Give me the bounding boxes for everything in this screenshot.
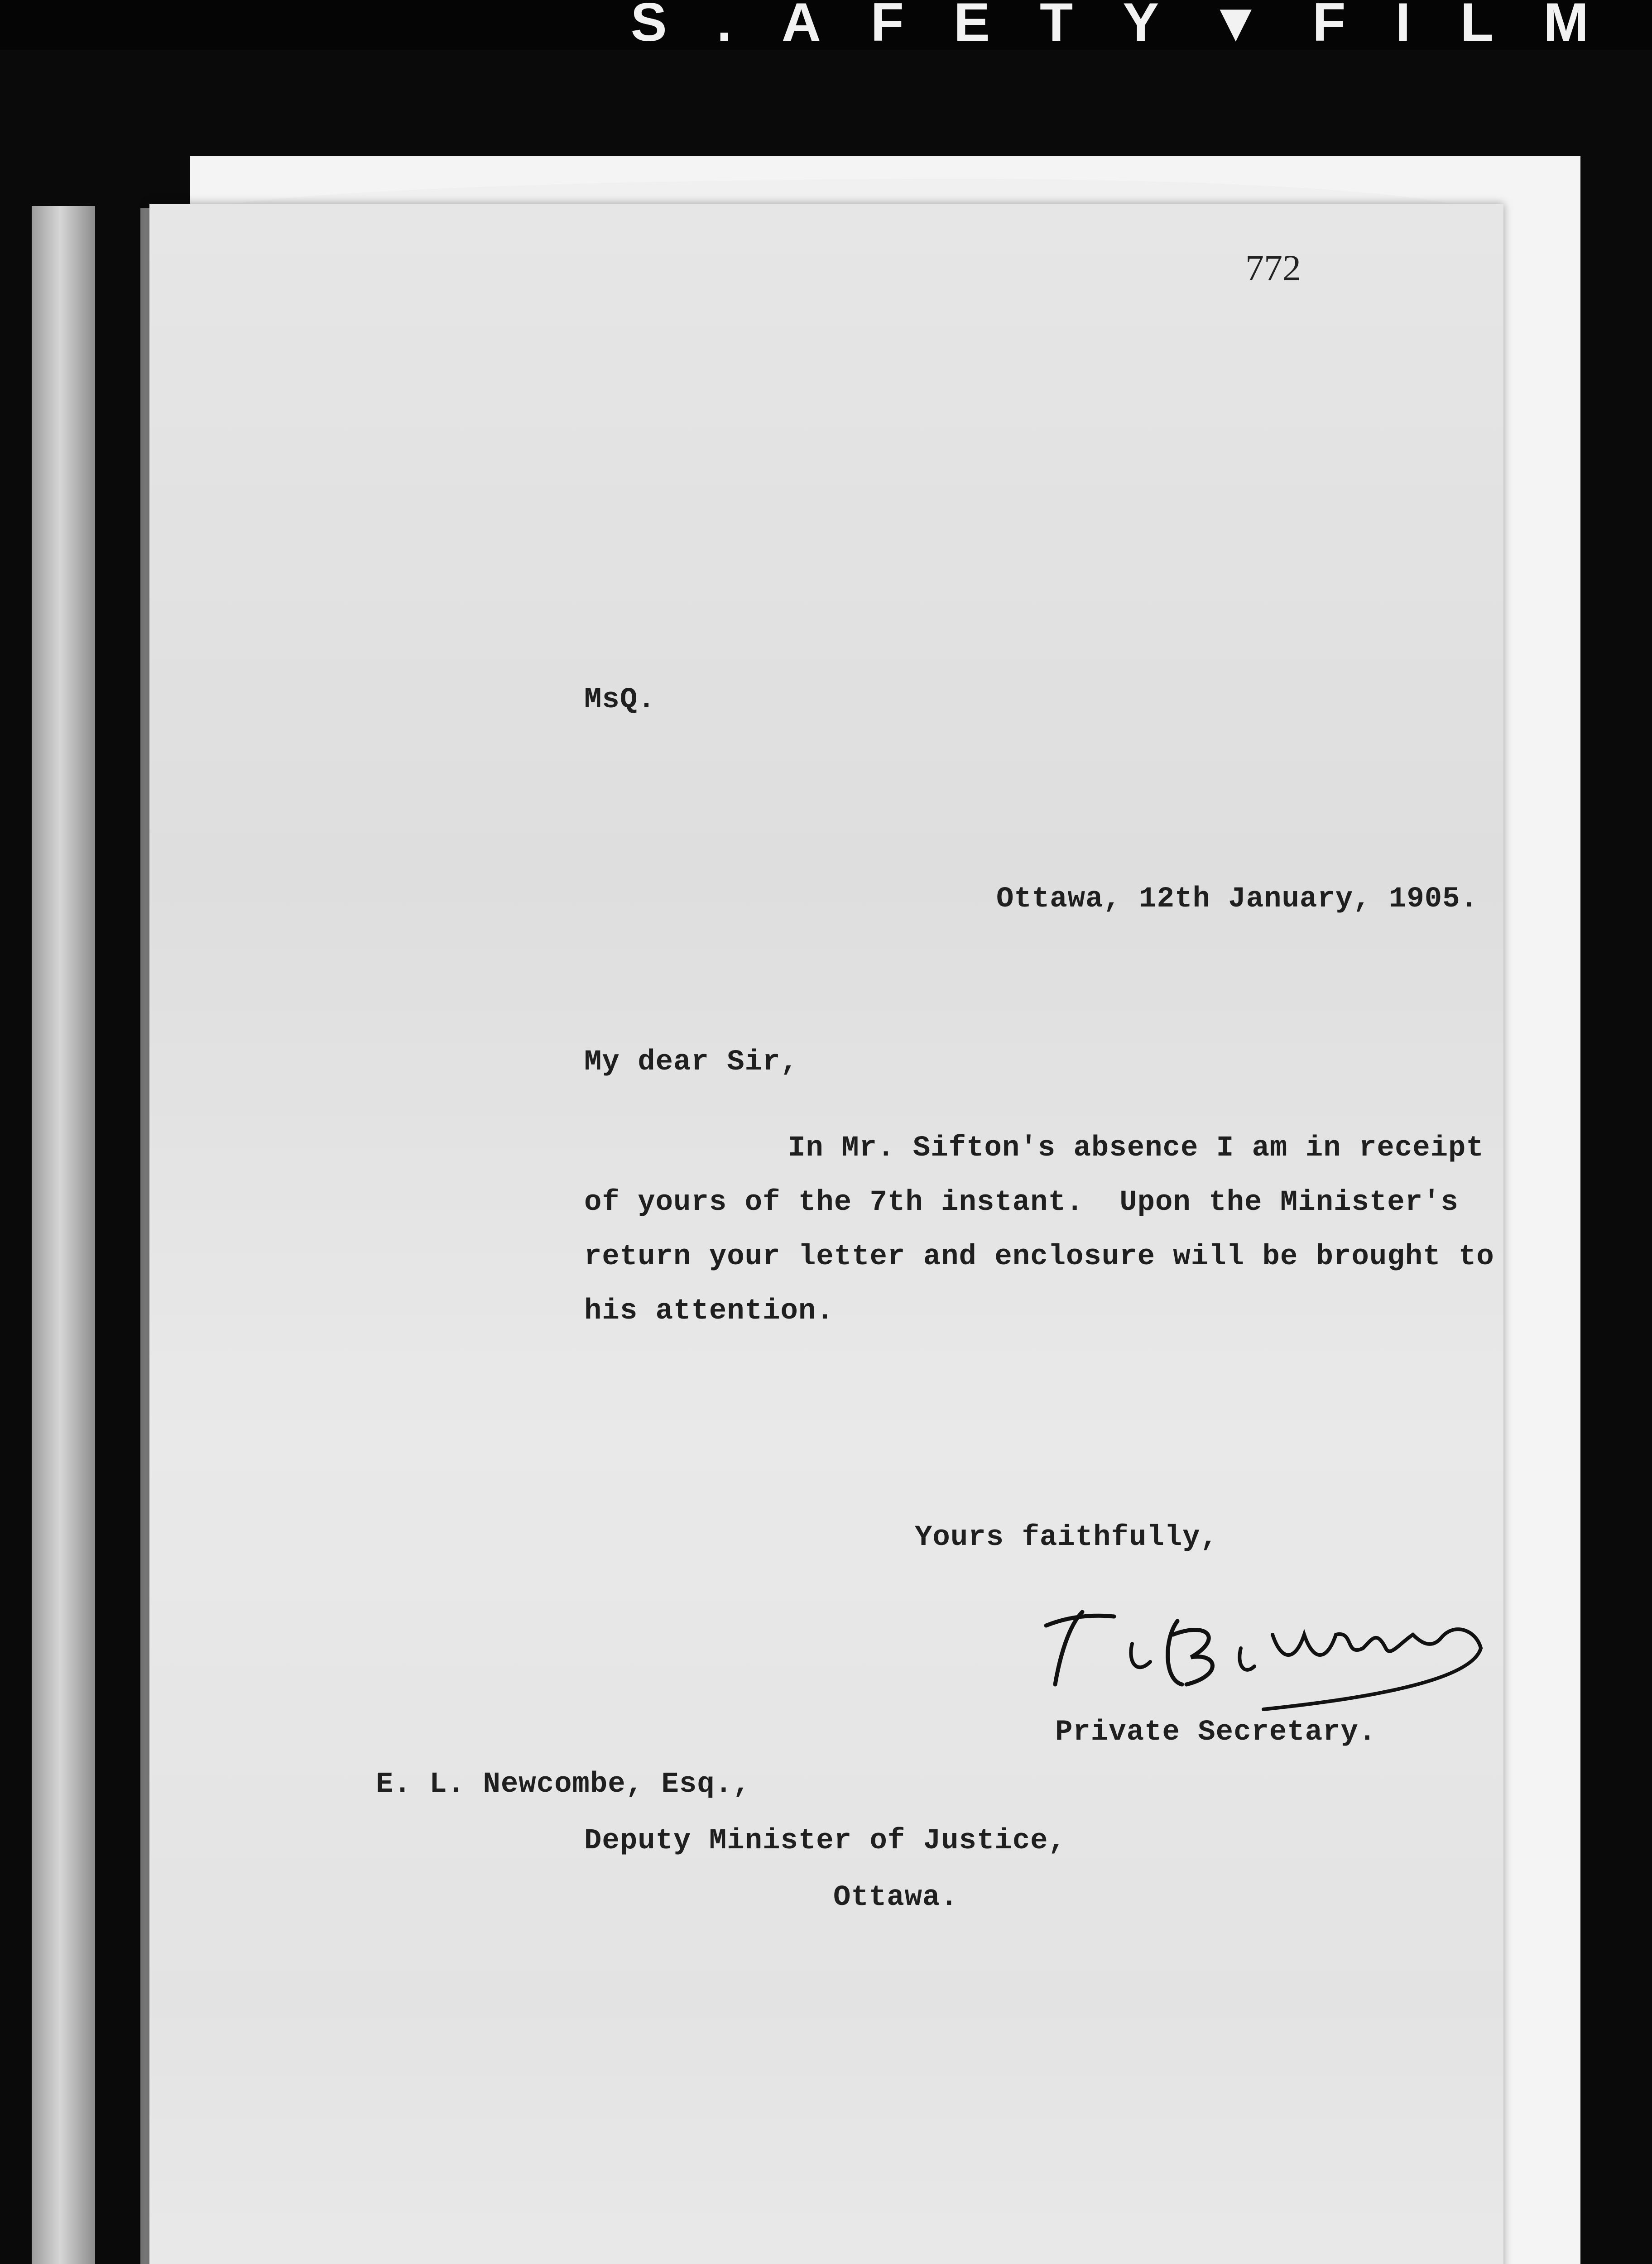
left-film-strip	[32, 206, 95, 2264]
recipient-title: Deputy Minister of Justice,	[584, 1825, 1066, 1857]
recipient-name: E. L. Newcombe, Esq.,	[376, 1768, 751, 1801]
body-line: his attention.	[584, 1295, 834, 1328]
recipient-city: Ottawa.	[833, 1881, 958, 1914]
film-edge	[0, 0, 1652, 53]
closing: Yours faithfully,	[915, 1521, 1218, 1554]
film-code: S.AFETY▼FILM	[630, 0, 1638, 53]
letter-sheet	[149, 204, 1503, 2264]
body-line: In Mr. Sifton's absence I am in receipt	[788, 1132, 1484, 1165]
signature-title: Private Secretary.	[1055, 1716, 1377, 1749]
handwritten-signature	[1028, 1571, 1490, 1716]
page-number: 772	[1245, 247, 1301, 288]
salutation: My dear Sir,	[584, 1046, 798, 1079]
reference-initials: MsQ.	[584, 684, 656, 716]
letter-date: Ottawa, 12th January, 1905.	[996, 883, 1478, 916]
body-line: return your letter and enclosure will be brought to	[584, 1241, 1494, 1273]
body-line: of yours of the 7th instant. Upon the Minister's	[584, 1186, 1459, 1219]
